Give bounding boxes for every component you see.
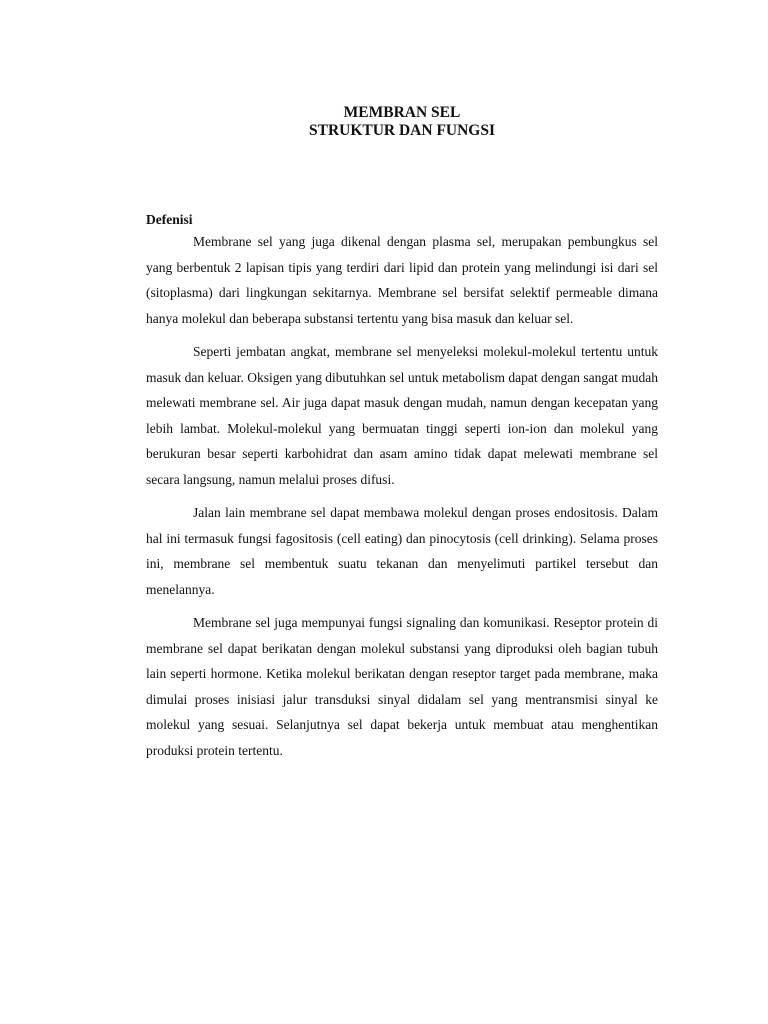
section-heading-defenisi: Defenisi	[146, 212, 193, 227]
document-title	[146, 104, 658, 140]
title-line-1: MEMBRAN SEL	[343, 104, 461, 121]
title-line-2: STRUKTUR DAN FUNGSI	[308, 122, 496, 139]
document-page	[146, 104, 658, 771]
paragraph-4: Membrane sel juga mempunyai fungsi signaling dan komunikasi. Reseptor protein di membrane sel dapat berikatan dengan molekul substansi yang diproduksi oleh bagian tubuh lain seperti hormone. Ketika molekul berikatan dengan reseptor target pada membrane, maka dimulai proses inisiasi jalur transduksi sinyal didalam sel yang mentransmisi sinyal ke molekul yang sesuai. Selanjutnya sel dapat bekerja untuk membuat atau menghentikan produksi protein tertentu.	[146, 615, 658, 758]
paragraph-3: Jalan lain membrane sel dapat membawa molekul dengan proses endositosis. Dalam hal ini termasuk fungsi fagositosis (cell eating) dan pinocytosis (cell drinking). Selama proses ini, membrane sel membentuk suatu tekanan dan menyelimuti partikel tersebut dan menelannya.	[146, 505, 658, 597]
paragraph-1: Membrane sel yang juga dikenal dengan plasma sel, merupakan pembungkus sel yang berbentuk 2 lapisan tipis yang terdiri dari lipid dan protein yang melindungi isi dari sel (sitoplasma) dari lingkungan sekitarnya. Membrane sel bersifat selektif permeable dimana hanya molekul dan beberapa substansi tertentu yang bisa masuk dan keluar sel.	[146, 234, 658, 326]
paragraph-2: Seperti jembatan angkat, membrane sel menyeleksi molekul-molekul tertentu untuk masuk dan keluar. Oksigen yang dibutuhkan sel untuk metabolism dapat dengan sangat mudah melewati membrane sel. Air juga dapat masuk dengan mudah, namun dengan kecepatan yang lebih lambat. Molekul-molekul yang bermuatan tinggi seperti ion-ion dan molekul yang berukuran besar seperti karbohidrat dan asam amino tidak dapat melewati membrane sel secara langsung, namun melalui proses difusi.	[146, 344, 658, 487]
